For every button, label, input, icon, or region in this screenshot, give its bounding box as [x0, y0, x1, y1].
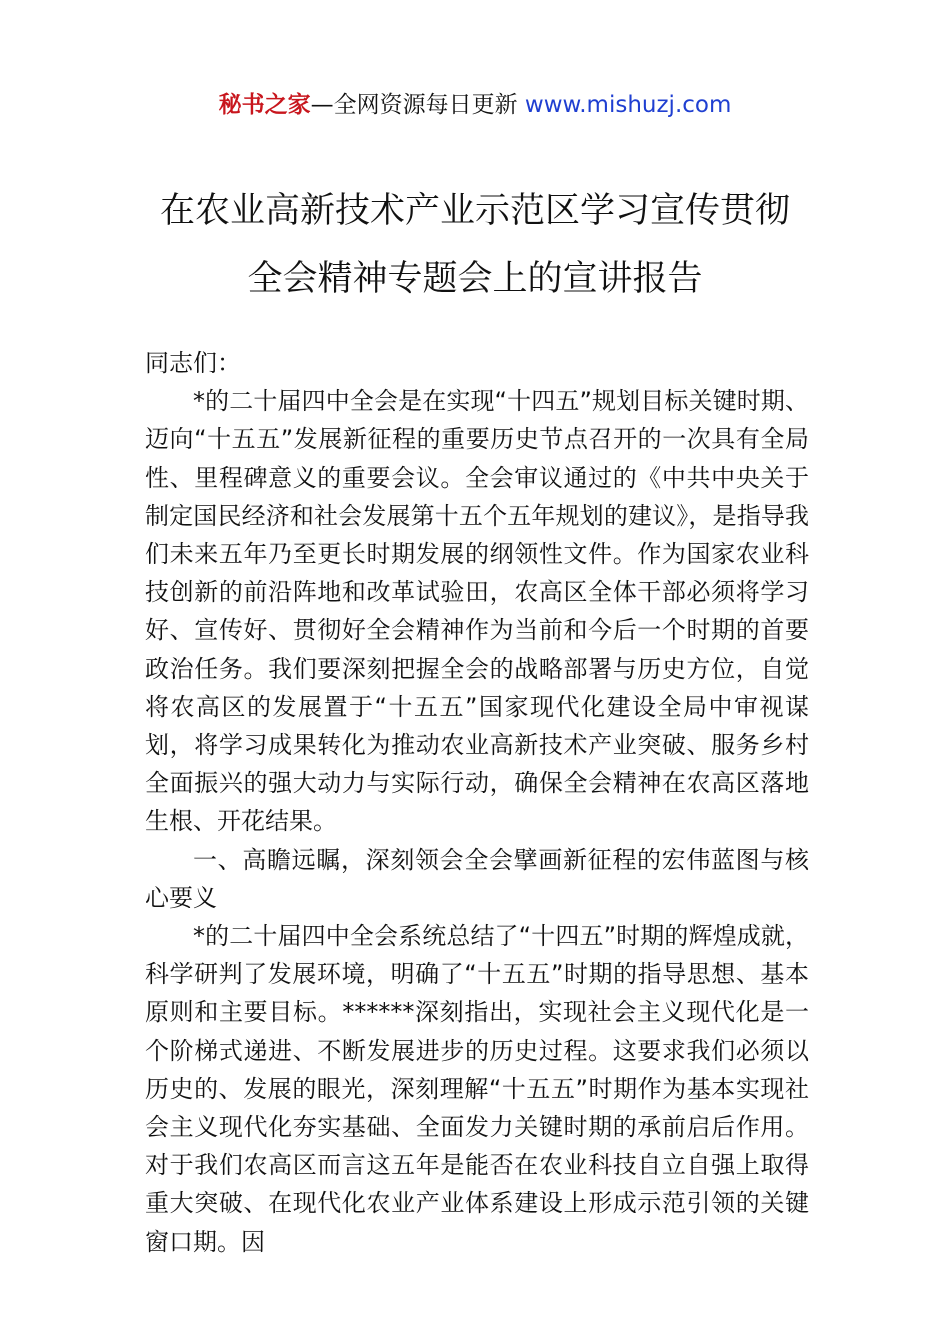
header-tagline: —全网资源每日更新	[310, 92, 525, 118]
section-heading-1: 一、高瞻远瞩，深刻领会全会擘画新征程的宏伟蓝图与核心要义	[145, 845, 809, 912]
paragraph-section-1: *的二十届四中全会系统总结了“十四五”时期的辉煌成就，科学研判了发展环境，明确了“十五五”时期的指导思想、基本原则和主要目标。******深刻指出，实现社会主义现代化是一个阶梯式递进、不断发展进步的历史过程。这要求我们必须以历史的、发展的眼光，深刻理解“十五五”时期作为基本实现社会主义现代化夯实基础、全面发力关键时期的承前启后作用。对于我们农高区而言这五年是能否在农业科技自立自强上取得重大突破、在现代化农业产业体系建设上形成示范引领的关键窗口期。因	[145, 922, 809, 1256]
site-header	[0, 88, 950, 122]
brand-name[interactable]: 秘书之家	[218, 92, 311, 118]
paragraph-intro: *的二十届四中全会是在实现“十四五”规划目标关键时期、迈向“十五五”发展新征程的重要历史节点召开的一次具有全局性、里程碑意义的重要会议。全会审议通过的《中共中央关于制定国民经济和社会发展第十五个五年规划的建议》，是指导我们未来五年乃至更长时期发展的纲领性文件。作为国家农业科技创新的前沿阵地和改革试验田，农高区全体干部必须将学习好、宣传好、贯彻好全会精神作为当前和今后一个时期的首要政治任务。我们要深刻把握全会的战略部署与历史方位，自觉将农高区的发展置于“十五五”国家现代化建设全局中审视谋划，将学习成果转化为推动农业高新技术产业突破、服务乡村全面振兴的强大动力与实际行动，确保全会精神在农高区落地生根、开花结果。	[145, 387, 809, 836]
salutation: 同志们：	[145, 349, 241, 377]
site-url-link[interactable]: www.mishuzj.com	[524, 92, 732, 118]
document-title-line-1: 在农业高新技术产业示范区学习宣传贯彻	[159, 191, 790, 231]
document-title-line-2: 全会精神专题会上的宣讲报告	[247, 259, 703, 299]
document-body	[145, 344, 809, 1261]
